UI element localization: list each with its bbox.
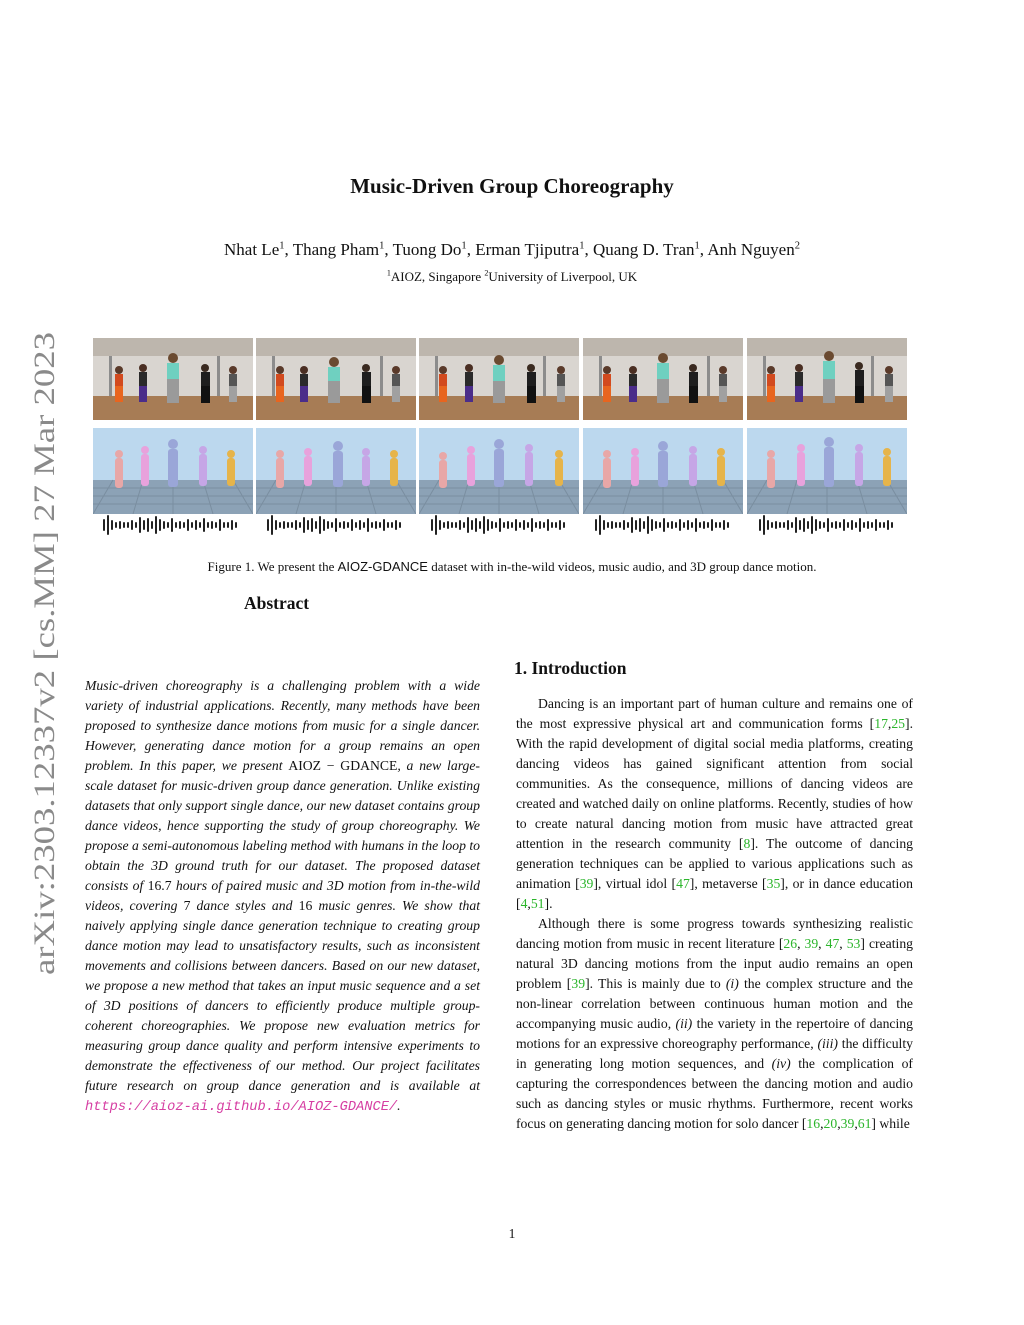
affil-mark: 2 [484,268,489,278]
video-frame [93,338,253,420]
citation-link[interactable]: 35 [766,876,781,891]
dataset-name: AIOZ − GDANCE [288,758,398,773]
citation-link[interactable]: 17 [874,716,888,731]
audio-waveform-icon [756,514,906,536]
author-name: Nhat Le [224,240,280,259]
abstract-span: music genres. We show that naively applying single dance generation technique to creating group dance motion may lead to unsatisfactory results, such as inconsistent movements and collisions between dancers. Based on our new dataset, we propose a new method that takes an input music sequence and a set of 3D positions of dancers to efficiently produce multiple group-coherent choreographies. We propose new evaluation metrics for measuring group dance quality and perform intensive experiments to demonstrate the effectiveness of our method. Our project facilitates future research on group dance generation and is available at [85,898,481,1093]
intro-span: ], metaverse [ [689,876,767,891]
author-sep: , [466,240,476,259]
intro-enum: (iv) [771,1056,791,1071]
citation-link[interactable]: 47 [676,876,690,891]
author-sep: , [384,240,393,259]
intro-span: , [797,936,805,951]
project-url-link[interactable]: https://aioz-ai.github.io/AIOZ-GDANCE/ [85,1100,398,1115]
dance-video-frame-image [583,338,743,420]
author-name: Thang Pham [292,240,380,259]
introduction-heading: 1. Introduction [514,658,627,678]
abstract-span: . [397,1098,401,1113]
citation-link[interactable]: 53 [846,936,861,951]
motion-render [583,428,743,514]
intro-span: , [887,716,892,731]
abstract-number: 16 [298,898,313,913]
intro-span: the complex structure and the non-linear correlation between continuous human motion and the accompanying music audio, [516,976,913,1031]
intro-enum: (ii) [675,1016,693,1031]
abstract-span: dance styles and [190,898,299,913]
intro-span: ]. With the rapid development of digital social media platforms, creating dancing videos has gained significant attention from social communities. As the consequence, millions of dancing videos are created and watched daily on online platforms. Recently, studies of how to create natural dancing motion from music have attracted great attention in the research community [ [516,716,913,851]
caption-text: dataset with in-the-wild videos, music audio, and 3D group dance motion. [427,559,817,574]
audio-waveform-icon [592,514,742,536]
audio-waveform-icon [100,514,250,536]
author-sep: , [699,240,708,259]
citation-link[interactable]: 39 [579,876,594,891]
author-name: Erman Tjiputra [475,240,580,259]
intro-span: , [818,936,826,951]
intro-span: ]. The outcome of dancing generation techniques can be applied to various applications such as animation [ [516,836,914,891]
page-number: 1 [508,1226,516,1241]
intro-span: Although there is some progress towards synthesizing realistic dancing motion from music in recent literature [ [516,916,913,951]
intro-span: the difficulty in generating long motion sequences, and [516,1036,913,1071]
abstract-number: 7 [183,898,191,913]
affil-text: AIOZ, Singapore [390,269,485,284]
caption-text: Figure 1. We present the [207,559,338,574]
dataset-name: AIOZ-GDANCE [337,559,428,574]
motion-render [419,428,579,514]
intro-span: , [837,1116,841,1131]
author-affil-mark: 2 [794,240,800,252]
abstract-number: 16.7 [147,878,172,893]
intro-paragraph [516,694,913,914]
intro-span: the complication of capturing the correspondences between the dancing motion and audio such as dancing styles or music rhythms. Furthermore, recent works focus on generating dancing motion for solo dancer [ [516,1056,913,1131]
intro-span: , [527,896,531,911]
intro-span: , [839,936,847,951]
3d-dance-render-image [256,428,416,514]
abstract-text [85,676,480,1118]
dance-video-frame-image [419,338,579,420]
audio-waveform-icon [428,514,578,536]
video-frame [747,338,907,420]
3d-dance-render-image [93,428,253,514]
affil-mark: 1 [386,268,391,278]
dance-video-frame-image [256,338,416,420]
3d-dance-render-image [583,428,743,514]
citation-link[interactable]: 20 [823,1116,838,1131]
arxiv-side-stamp [10,330,68,975]
author-name: Tuong Do [392,240,462,259]
abstract-span: hours of paired music and 3D motion from in-the-wild videos, covering [85,878,480,913]
author-affil-mark: 1 [279,240,285,252]
author-affil-mark: 1 [694,240,700,252]
affiliations [0,269,1024,285]
intro-span: ] creating natural 3D dancing motions from the input audio remains an open problem [ [516,936,914,991]
citation-link[interactable]: 25 [891,716,906,731]
video-frame [583,338,743,420]
abstract-heading: Abstract [244,593,310,613]
author-affil-mark: 1 [379,240,385,252]
author-name: Quang D. Tran [592,240,695,259]
motion-render [256,428,416,514]
citation-link[interactable]: 39 [804,936,819,951]
intro-paragraph [516,914,913,1134]
abstract-span: Music-driven choreography is a challenging problem with a wide variety of industrial applications. Recently, many methods have been proposed to synthesize dance motions from music for a single dancer. However, generating dance motion for a group remains an open problem. In this paper, we present [85,678,480,773]
intro-span: , [820,1116,824,1131]
citation-link[interactable]: 39 [840,1116,855,1131]
dance-video-frame-image [93,338,253,420]
affil-text: University of Liverpool, UK [488,269,638,284]
audio-waveform-icon [264,514,414,536]
citation-link[interactable]: 39 [571,976,586,991]
intro-span: , [854,1116,858,1131]
dance-video-frame-image [747,338,907,420]
citation-link[interactable]: 4 [520,896,528,911]
intro-enum: (iii) [817,1036,838,1051]
intro-span: ] while [871,1116,910,1131]
author-sep: , [584,240,593,259]
intro-span: the variety in the repertoire of dancing motions for an expressive choreography performance, [516,1016,913,1051]
figure-caption [0,559,1024,575]
author-affil-mark: 1 [461,240,467,252]
motion-render [747,428,907,514]
intro-span: ], or in dance education [ [516,876,913,911]
paper-title: Music-Driven Group Choreography [350,174,674,198]
author-affil-mark: 1 [579,240,585,252]
intro-span: ]. [544,896,553,911]
citation-link[interactable]: 51 [530,896,545,911]
author-sep: , [284,240,293,259]
citation-link[interactable]: 26 [783,936,798,951]
introduction-text [516,694,913,1134]
author-name: Anh Nguyen [707,240,795,259]
citation-link[interactable]: 47 [825,936,840,951]
intro-span: Dancing is an important part of human culture and remains one of the most expressive physical art and communication forms [ [516,696,913,731]
citation-link[interactable]: 61 [857,1116,872,1131]
intro-span: ]. This is mainly due to [585,976,726,991]
author-list [0,240,1024,260]
citation-link[interactable]: 16 [806,1116,821,1131]
motion-render [93,428,253,514]
abstract-span: , a new large-scale dataset for music-driven group dance generation. Unlike existing datasets that only support single dance, our new dataset contains group dance videos, hence supporting the study of group choreography. We propose a semi-autonomous labeling method with humans in the loop to obtain the 3D ground truth for our dataset. The proposed dataset consists of [85,758,480,893]
3d-dance-render-image [419,428,579,514]
video-frame [419,338,579,420]
citation-link[interactable]: 8 [743,836,751,851]
arxiv-stamp-text: arXiv:2303.12337v2 [cs.MM] 27 Mar 2023 [28,450,61,975]
video-frame [256,338,416,420]
intro-enum: (i) [725,976,739,991]
intro-span: ], virtual idol [ [593,876,677,891]
3d-dance-render-image [747,428,907,514]
